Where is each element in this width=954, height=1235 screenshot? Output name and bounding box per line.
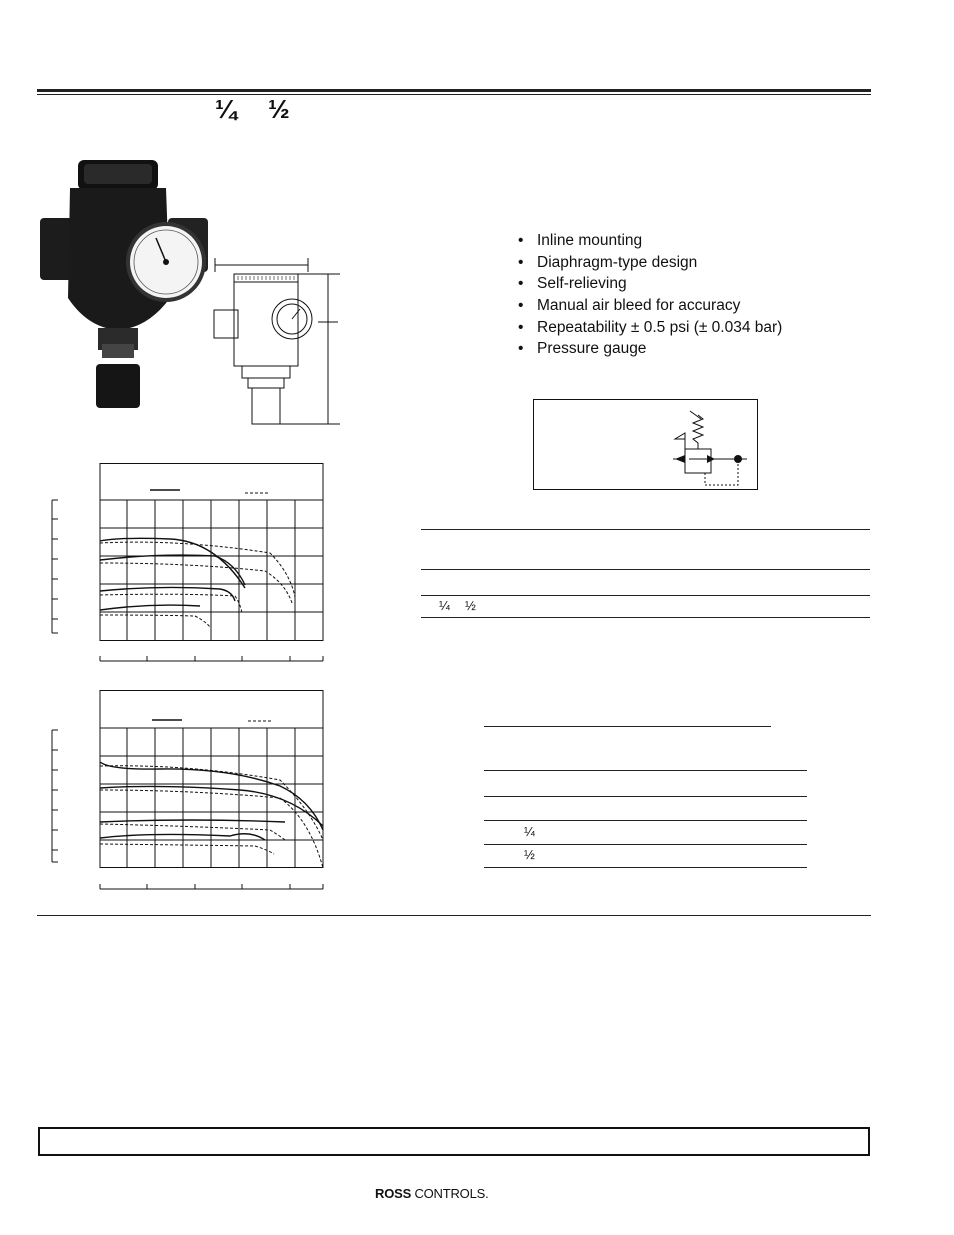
ordering-table-rule bbox=[484, 726, 771, 727]
feature-item: • Repeatability ± 0.5 psi (± 0.034 bar) bbox=[518, 317, 782, 339]
dimension-drawing bbox=[208, 258, 348, 428]
feature-item: • Self-relieving bbox=[518, 273, 782, 295]
feature-item: • Pressure gauge bbox=[518, 338, 782, 360]
ordering-table-rule bbox=[484, 820, 807, 821]
ordering-table-rule bbox=[484, 867, 807, 868]
title-fraction-half: ½ bbox=[268, 94, 290, 124]
footer-note-box bbox=[38, 1127, 870, 1156]
spec-table-rule bbox=[421, 529, 870, 530]
spec-table-rule bbox=[421, 595, 870, 596]
header-rule-bottom bbox=[37, 94, 871, 95]
spec-table-rule bbox=[421, 617, 870, 618]
product-photo bbox=[38, 158, 218, 410]
ordering-table-frac-half: ½ bbox=[524, 847, 535, 862]
feature-item: • Manual air bleed for accuracy bbox=[518, 295, 782, 317]
feature-list bbox=[518, 230, 782, 360]
regulator-symbol bbox=[533, 399, 759, 491]
brand-bold: ROSS bbox=[375, 1186, 412, 1201]
ordering-table-rule bbox=[484, 796, 807, 797]
header-rule-top bbox=[37, 89, 871, 92]
feature-item: • Inline mounting bbox=[518, 230, 782, 252]
spec-table-frac-half: ½ bbox=[465, 598, 476, 613]
flow-chart-2 bbox=[40, 690, 330, 900]
brand-logo bbox=[375, 1186, 489, 1201]
ordering-table-frac-quarter: ¼ bbox=[524, 824, 535, 839]
brand-rest: CONTROLS. bbox=[411, 1186, 489, 1201]
flow-chart-1 bbox=[40, 463, 330, 668]
spec-table-frac-quarter: ¼ bbox=[439, 598, 450, 613]
section-rule bbox=[37, 915, 871, 916]
title-fraction-quarter: ¼ bbox=[215, 94, 237, 124]
spec-table-rule bbox=[421, 569, 870, 570]
feature-item: • Diaphragm-type design bbox=[518, 252, 782, 274]
ordering-table-rule bbox=[484, 770, 807, 771]
ordering-table-rule bbox=[484, 844, 807, 845]
